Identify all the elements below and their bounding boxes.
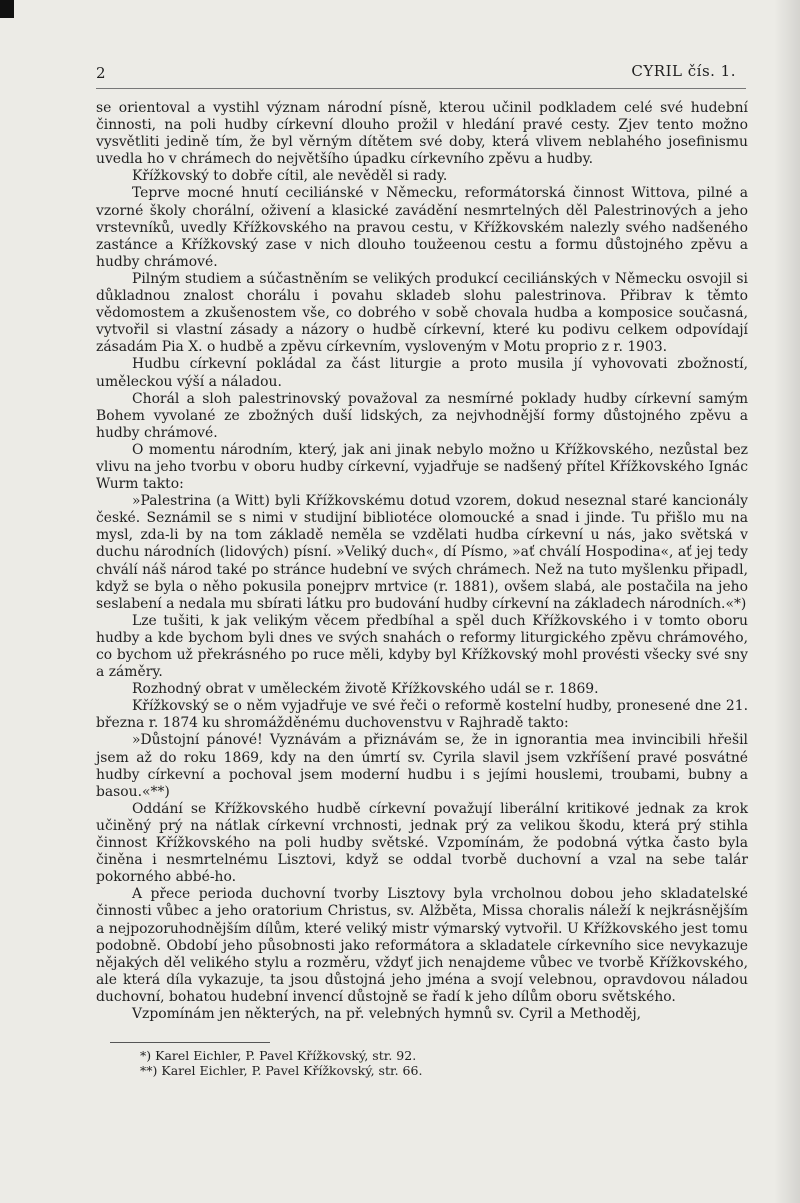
paragraph: O momentu národním, který, jak ani jinak nebylo možno u Křížkovského, nezůstal bez vlivu na jeho tvorbu v oboru hudby církevní, vyjadřuje se nadšený přítel Křížkovského Ignác Wurm takto: <box>96 441 748 493</box>
paragraph: Lze tušiti, k jak velikým věcem předbíhal a spěl duch Křížkovského i v tomto oboru hudby a kde bychom byli dnes ve svých snahách o reformy liturgického zpěvu chrámového, co bychom už překrásného po ruce měli, kdyby byl Křížkovský mohl provésti všecky své sny a záměry. <box>96 612 748 681</box>
paragraph: se orientoval a vystihl význam národní písně, kterou učinil podkladem celé své hudební činnosti, na poli hudby církevní dlouho prožil v hledání pravé cesty. Zjev tento možno vysvětliti jedině tím, že byl věrným dítětem své doby, která vlivem neblahého josefinismu uvedla ho v chrámech do největšího úpadku církevního zpěvu a hudby. <box>96 100 748 168</box>
page-number: 2 <box>96 64 106 82</box>
quotation-paragraph: »Důstojní pánové! Vyznávám a přiznávám se, že in ignorantia mea invincibili hřešil jsem až do roku 1869, kdy na den úmrtí sv. Cyrila slavil jsem vzkříšení pravé posvátné hudby církevní a pochoval jsem moderní hudbu i s jejími houslemi, troubami, bubny a basou.«**) <box>96 732 748 800</box>
paragraph: Oddání se Křížkovského hudbě církevní považují liberální kritikové jednak za krok učiněný prý na nátlak církevní vrchnosti, jednak prý za velikou škodu, která prý stihla činnost Křížkovského na poli hudby světské. Vzpomínám, že podobná výtka často byla činěna i nesmrtelnému Lisztovi, když se oddal tvorbě duchovní a vzal na sebe talár pokorného abbé-ho. <box>96 800 748 886</box>
paragraph: Vzpomínám jen některých, na př. velebných hymnů sv. Cyril a Methoděj, <box>132 1005 642 1022</box>
paragraph: Chorál a sloh palestrinovský považoval za nesmírné poklady hudby církevní samým Bohem vyvolané ze zbožných duší lidských, za nejvhodnější formy důstojného zpěvu a hudby chrámové. <box>96 390 748 441</box>
paragraph: Křížkovský se o něm vyjadřuje ve své řeči o reformě kostelní hudby, pronesené dne 21. března r. 1874 ku shromážděnému duchovenstvu v Rajhradě takto: <box>96 698 748 732</box>
scan-corner-mark <box>0 0 14 18</box>
paragraph: Rozhodný obrat v uměleckém životě Křížkovského udál se r. 1869. <box>132 681 599 698</box>
quotation-paragraph: »Palestrina (a Witt) byli Křížkovskému dotud vzorem, dokud neseznal staré kancionály české. Seznámil se s nimi v studijní bibliotéce olomoucké a snad i jinde. Tu přišlo mu na mysl, zda-li by na tom základě neměla se vzdělati hudba církevní u nás, jako světská v duchu národních (lidových) písní. »Veliký duch«, dí Písmo, »ať chválí Hospodina«, ať jej tedy chválí náš národ také po stránce hudební ve svých chrámech. Než na tuto myšlenku připadl, když se byla o něho pokusila ponejprv mrtvice (r. 1881), ovšem slabá, ale postačila na jeho seslabení a nedala mu sbírati látku pro budování hudby církevní na základech národních.«*) <box>96 493 748 612</box>
footnote-divider <box>110 1042 270 1043</box>
running-header <box>96 60 746 89</box>
page-edge-shadow <box>774 0 800 1203</box>
footnote: **) Karel Eichler, P. Pavel Křížkovský, str. 66. <box>140 1063 423 1078</box>
journal-title: CYRIL čís. 1. <box>631 62 736 80</box>
paragraph: Teprve mocné hnutí ceciliánské v Německu, reformátorská činnost Wittova, pilné a vzorné školy chorální, oživení a klasické zavádění nesmrtelných děl Palestrinových a jeho vrstevníků, uvedly Křížkovského na pravou cestu, v Křížkovském nalezly svého nadšeného zastánce a Křížkovský zase v nich dlouho toužeenou cestu a formu důstojného zpěvu a hudby chrámové. <box>96 185 748 270</box>
paragraph: Hudbu církevní pokládal za část liturgie a proto musila jí vyhovovati zbožností, uměleckou výší a náladou. <box>96 356 748 390</box>
footnote: *) Karel Eichler, P. Pavel Křížkovský, str. 92. <box>140 1048 417 1063</box>
paragraph: Křížkovský to dobře cítil, ale nevěděl si rady. <box>132 168 448 185</box>
paragraph: A přece perioda duchovní tvorby Lisztovy byla vrcholnou dobou jeho skladatelské činnosti vůbec a jeho oratorium Christus, sv. Alžběta, Missa choralis náleží k nejkrásnějším a nejpozoruhodnějším dílům, které veliký mistr výmarský vytvořil. U Křížkovského jest tomu podobně. Období jeho působnosti jako reformátora a skladatele církevního sice nevykazuje nějakých děl velikého stylu a rozměru, vždyť jich nenajdeme vůbec ve tvorbě Křížkovského, ale která díla vykazuje, ta jsou důstojná jeho jména a svojí velebnou, opravdovou náladou duchovní, bohatou hudební invencí důstojně se řadí k jeho dílům oboru světského. <box>96 886 748 1005</box>
paragraph: Pilným studiem a súčastněním se velikých produkcí ceciliánských v Německu osvojil si důkladnou znalost chorálu i povahu skladeb slohu palestrinova. Přibrav k těmto vědomostem a zkušenostem vše, co dobrého v sobě chovala hudba a komposice současná, vytvořil si vlastní zásady a názory o hudbě církevní, které ku podivu celkem odpovídají zásadám Pia X. o hudbě a zpěvu církevním, vysloveným v Motu proprio z r. 1903. <box>96 270 748 356</box>
article-body <box>96 100 748 1023</box>
footnotes <box>140 1048 640 1078</box>
